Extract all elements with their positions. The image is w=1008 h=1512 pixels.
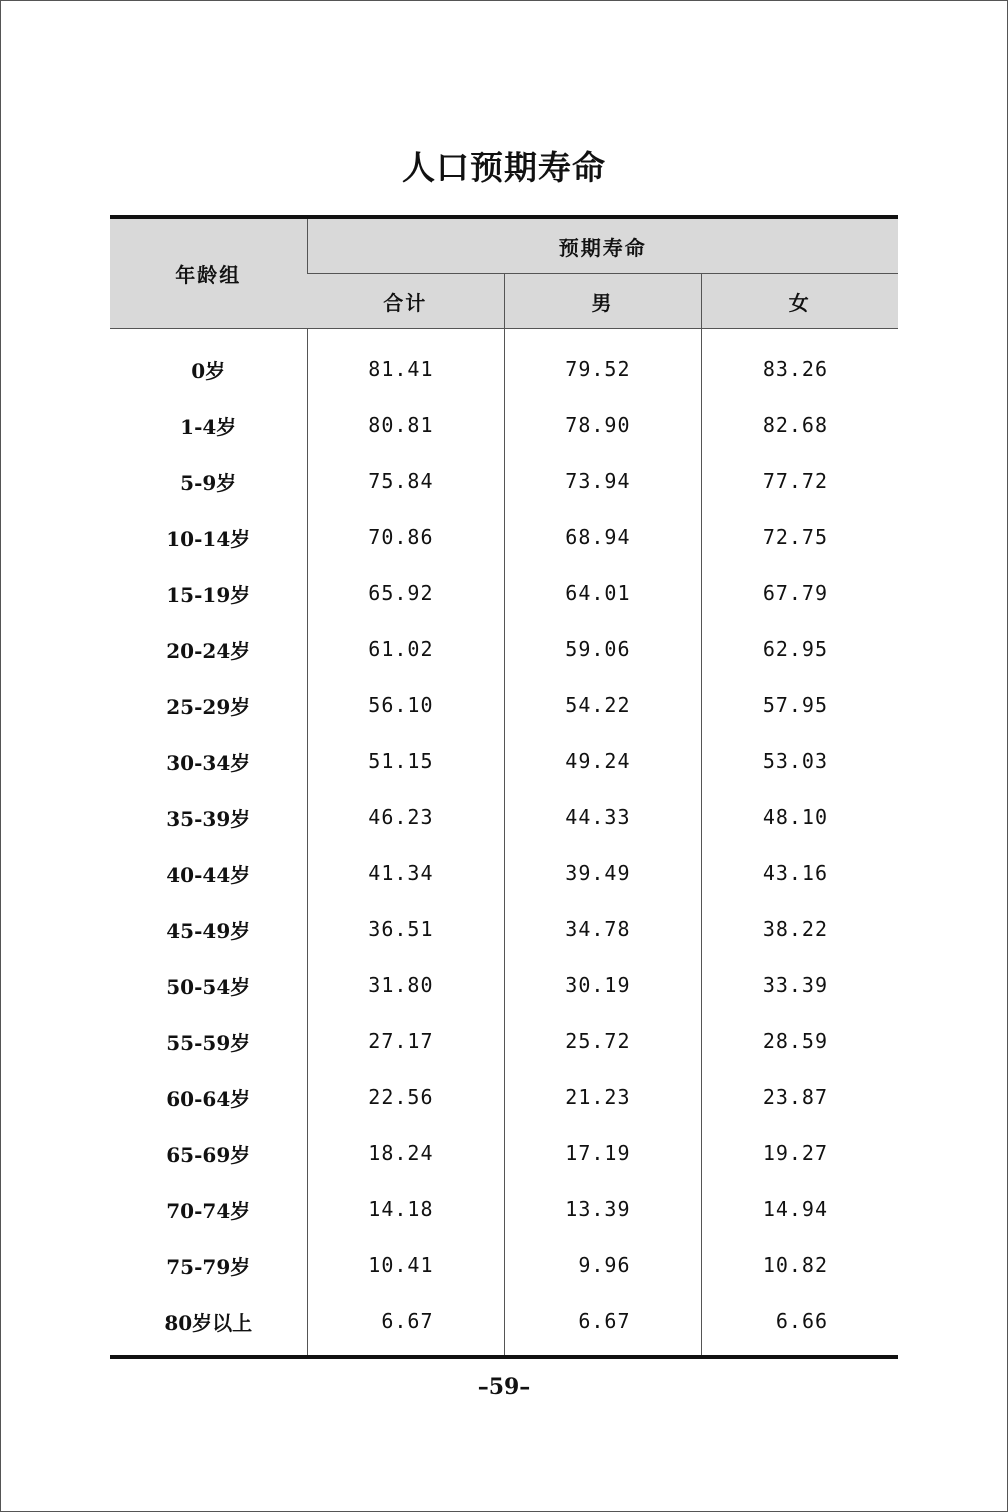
- cell-female: 67.79: [701, 565, 898, 621]
- table-row: [110, 845, 898, 901]
- cell-male: 39.49: [504, 845, 701, 901]
- table-row: [110, 565, 898, 621]
- page-number: –59–: [477, 1374, 531, 1400]
- cell-total: 22.56: [307, 1069, 504, 1125]
- cell-age-group: 10-14岁: [166, 526, 251, 551]
- cell-male: 73.94: [504, 453, 701, 509]
- cell-female: 38.22: [701, 901, 898, 957]
- life-expectancy-table-container: [110, 215, 898, 1359]
- table-row: [110, 453, 898, 509]
- cell-age-group: 25-29岁: [166, 694, 251, 719]
- cell-male: 68.94: [504, 509, 701, 565]
- cell-total: 61.02: [307, 621, 504, 677]
- cell-age-group: 35-39岁: [166, 806, 251, 831]
- cell-total: 27.17: [307, 1013, 504, 1069]
- cell-age-group: 75-79岁: [166, 1254, 251, 1279]
- cell-total: 36.51: [307, 901, 504, 957]
- cell-male: 78.90: [504, 397, 701, 453]
- table-row: [110, 1013, 898, 1069]
- cell-male: 44.33: [504, 789, 701, 845]
- cell-female: 83.26: [701, 329, 898, 398]
- table-row: [110, 1293, 898, 1357]
- cell-age-group: 80岁以上: [110, 1293, 307, 1357]
- cell-total: 81.41: [307, 329, 504, 398]
- cell-female: 6.66: [701, 1293, 898, 1357]
- cell-age-group: 15-19岁: [166, 582, 251, 607]
- cell-age-group: 20-24岁: [166, 638, 251, 663]
- table-row: [110, 1181, 898, 1237]
- table-row: [110, 677, 898, 733]
- cell-age-group: 60-64岁: [166, 1086, 251, 1111]
- table-row: [110, 1069, 898, 1125]
- cell-female: 72.75: [701, 509, 898, 565]
- cell-male: 30.19: [504, 957, 701, 1013]
- cell-male: 34.78: [504, 901, 701, 957]
- cell-total: 75.84: [307, 453, 504, 509]
- cell-female: 82.68: [701, 397, 898, 453]
- cell-male: 25.72: [504, 1013, 701, 1069]
- cell-total: 46.23: [307, 789, 504, 845]
- header-total: 合计: [307, 274, 504, 329]
- cell-total: 6.67: [307, 1293, 504, 1357]
- cell-total: 41.34: [307, 845, 504, 901]
- cell-age-group: 1-4岁: [180, 414, 237, 439]
- cell-female: 10.82: [701, 1237, 898, 1293]
- cell-age-group: 0岁: [191, 358, 226, 383]
- cell-total: 56.10: [307, 677, 504, 733]
- cell-female: 43.16: [701, 845, 898, 901]
- cell-total: 31.80: [307, 957, 504, 1013]
- cell-female: 14.94: [701, 1181, 898, 1237]
- header-female: 女: [701, 274, 898, 329]
- cell-total: 18.24: [307, 1125, 504, 1181]
- cell-male: 9.96: [504, 1237, 701, 1293]
- table-row: [110, 509, 898, 565]
- table-header: [110, 217, 898, 329]
- cell-age-group: 55-59岁: [166, 1030, 251, 1055]
- cell-male: 6.67: [504, 1293, 701, 1357]
- table-row: [110, 397, 898, 453]
- cell-age-group: 30-34岁: [166, 750, 251, 775]
- header-male: 男: [504, 274, 701, 329]
- cell-total: 14.18: [307, 1181, 504, 1237]
- table-row: [110, 621, 898, 677]
- table-row: [110, 733, 898, 789]
- cell-male: 54.22: [504, 677, 701, 733]
- cell-age-group: 40-44岁: [166, 862, 251, 887]
- cell-male: 49.24: [504, 733, 701, 789]
- cell-female: 53.03: [701, 733, 898, 789]
- table-row: [110, 901, 898, 957]
- header-age-group: 年龄组: [110, 217, 307, 329]
- cell-total: 80.81: [307, 397, 504, 453]
- cell-female: 23.87: [701, 1069, 898, 1125]
- cell-total: 10.41: [307, 1237, 504, 1293]
- cell-male: 13.39: [504, 1181, 701, 1237]
- table-row: [110, 1237, 898, 1293]
- cell-female: 48.10: [701, 789, 898, 845]
- cell-male: 59.06: [504, 621, 701, 677]
- cell-female: 77.72: [701, 453, 898, 509]
- table-row: [110, 1125, 898, 1181]
- cell-female: 57.95: [701, 677, 898, 733]
- cell-age-group: 5-9岁: [180, 470, 237, 495]
- cell-total: 70.86: [307, 509, 504, 565]
- cell-female: 33.39: [701, 957, 898, 1013]
- cell-total: 65.92: [307, 565, 504, 621]
- cell-female: 19.27: [701, 1125, 898, 1181]
- cell-male: 21.23: [504, 1069, 701, 1125]
- cell-age-group: 45-49岁: [166, 918, 251, 943]
- cell-age-group: 65-69岁: [166, 1142, 251, 1167]
- table-row: [110, 789, 898, 845]
- table-row: [110, 957, 898, 1013]
- cell-female: 28.59: [701, 1013, 898, 1069]
- page-title: 人口预期寿命: [402, 148, 606, 187]
- cell-male: 79.52: [504, 329, 701, 398]
- table-row: [110, 329, 898, 398]
- cell-total: 51.15: [307, 733, 504, 789]
- cell-age-group: 50-54岁: [166, 974, 251, 999]
- cell-male: 64.01: [504, 565, 701, 621]
- cell-male: 17.19: [504, 1125, 701, 1181]
- table-body: [110, 329, 898, 1358]
- header-life-expectancy: 预期寿命: [307, 217, 898, 274]
- cell-age-group: 70-74岁: [166, 1198, 251, 1223]
- cell-female: 62.95: [701, 621, 898, 677]
- life-expectancy-table: [110, 215, 898, 1359]
